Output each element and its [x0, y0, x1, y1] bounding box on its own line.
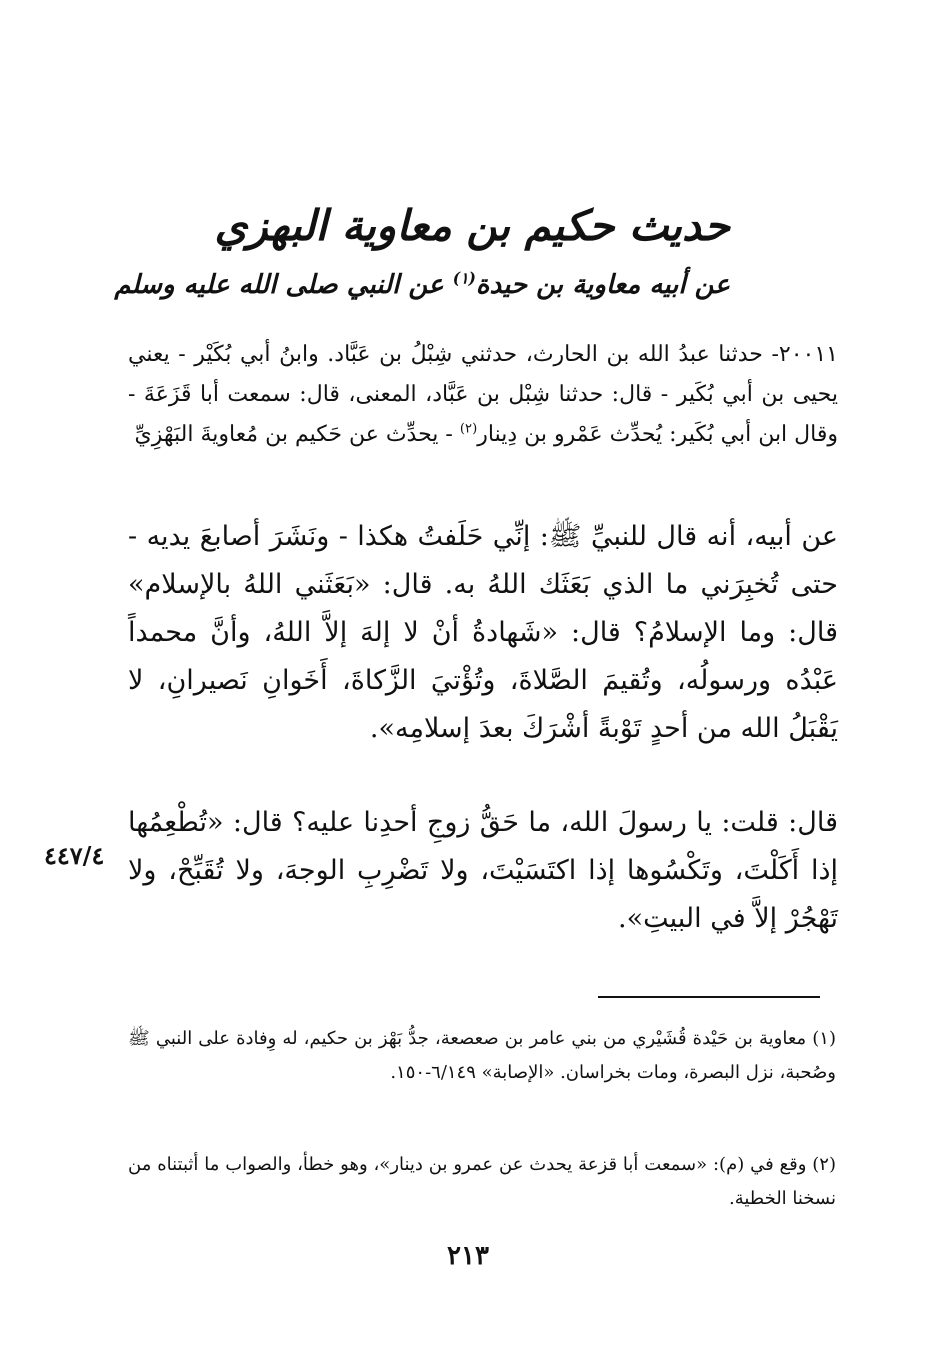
chapter-subtitle [114, 265, 730, 305]
margin-volume-page-reference: ٤٤٧/٤ [44, 841, 105, 870]
isnad-text-pre: ٢٠٠١١- حدثنا عبدُ الله بن الحارث، حدثني شِبْلُ بن عَبَّاد. وابنُ أبي بُكَيْر - يعني يحيى بن أبي بُكَير - قال: حدثنا شِبْل بن عَبَّاد، المعنى، قال: سمعت أبا قَزَعَةَ - وقال ابن أبي بُكَير: يُحدِّث عَمْرو بن دِينار [128, 342, 838, 447]
subtitle-footnote-marker: (١) [452, 268, 476, 288]
hadith-text-paragraph: عن أبيه، أنه قال للنبيِّ ﷺ: إنِّي حَلَفتُ هكذا - ونَشَرَ أصابعَ يديه - حتى تُخبِرَني ما الذي بَعَثَك اللهُ به. قال: «بَعَثَني اللهُ بالإسلام» قال: وما الإسلامُ؟ قال: «شَهادةُ أنْ لا إلهَ إلاَّ اللهُ، وأنَّ محمداً عَبْدُه ورسولُه، وتُقيمَ الصَّلاةَ، وتُؤْتيَ الزَّكاةَ، أَخَوانِ نَصيرانِ، لا يَقْبَلُ الله من أحدٍ تَوْبةً أشْرَكَ بعدَ إسلامِه». [128, 521, 838, 744]
isnad-text-post: - يحدِّث عن حَكيم بن مُعاويةَ البَهْزِيِّ [134, 422, 460, 447]
footnote-separator-rule [598, 996, 820, 998]
hadith-isnad-paragraph [128, 335, 838, 455]
hadith-continuation-paragraph: قال: قلت: يا رسولَ الله، ما حَقُّ زوجِ أحدِنا عليه؟ قال: «تُطْعِمُها إذا أَكَلْتَ، وتَكْسُوها إذا اكتَسَيْتَ، ولا تَضْرِبِ الوجهَ، ولا تُقَبِّحْ، ولا تَهْجُرْ إلاَّ في البيتِ». [128, 807, 838, 934]
footnote-1: (١) معاوية بن حَيْدة قُشَيْري من بني عامر بن صعصعة، جدُّ بَهْز بن حكيم، له وِفادة على النبي ﷺ وصُحبة، نزل البصرة، ومات بخراسان. «الإصابة» ٦/١٤٩-١٥٠. [128, 1028, 836, 1083]
chapter-title: حديث حكيم بن معاوية البهزي [214, 201, 730, 250]
footnote-2: (٢) وقع في (م): «سمعت أبا قزعة يحدث عن عمرو بن دينار»، وهو خطأ، والصواب ما أثبتناه من نسخنا الخطية. [128, 1154, 836, 1209]
subtitle-text-pre: عن أبيه معاوية بن حيدة [475, 270, 730, 300]
subtitle-text-post: عن النبي صلى الله عليه وسلم [114, 270, 444, 300]
isnad-footnote-marker: (٢) [459, 421, 478, 437]
page-number: ٢١٣ [447, 1241, 489, 1271]
